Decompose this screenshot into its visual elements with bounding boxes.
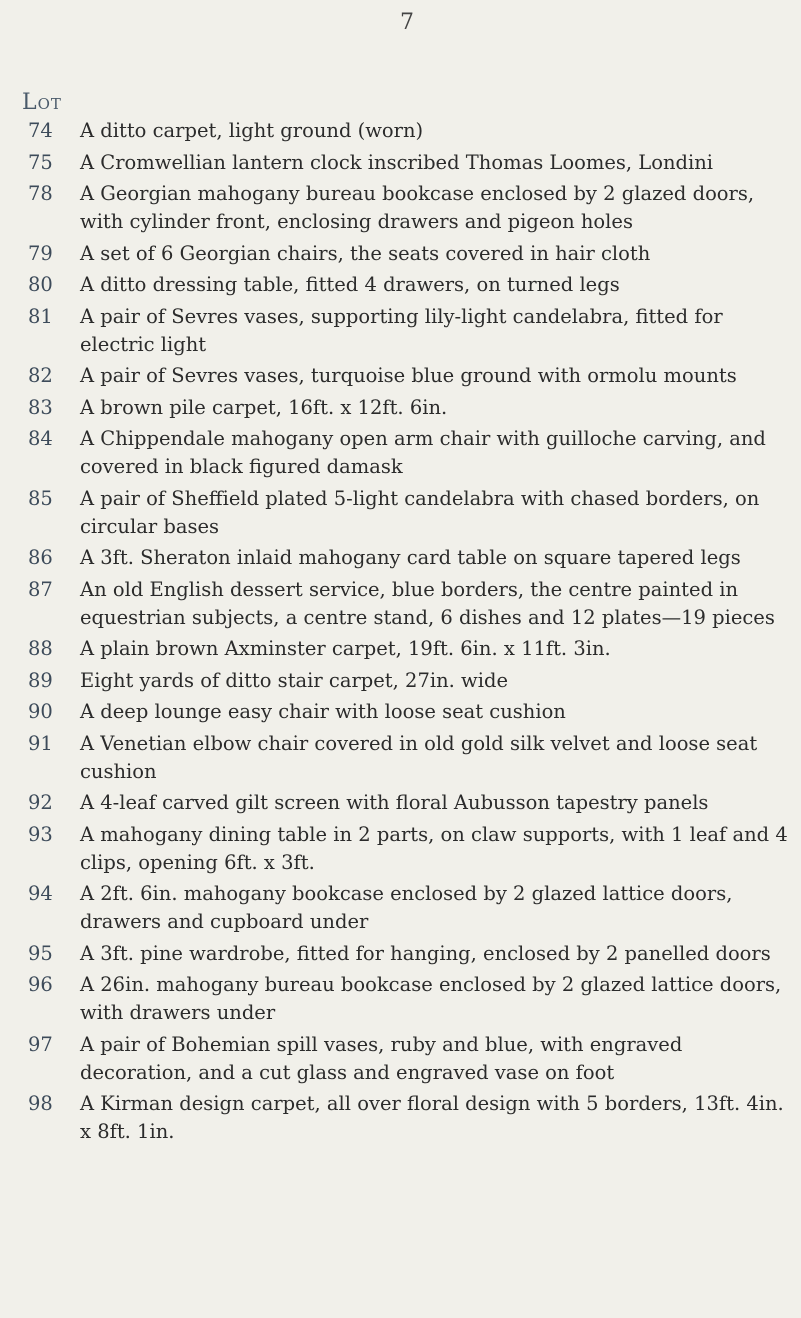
lot-number: 94 — [28, 882, 53, 905]
lot-entry — [28, 1090, 788, 1146]
lot-description: A 26in. mahogany bureau bookcase enclosed by 2 glazed lattice doors, with drawers under — [80, 973, 782, 1024]
lot-entry — [28, 117, 788, 145]
lot-entry — [28, 362, 788, 390]
lot-number: 79 — [28, 241, 53, 265]
lot-description: A 3ft. Sheraton inlaid mahogany card table on square tapered legs — [80, 546, 741, 569]
lot-entry — [28, 485, 788, 541]
lot-description: Eight yards of ditto stair carpet, 27in. wide — [80, 668, 508, 692]
lot-number: 74 — [28, 119, 53, 142]
lot-list — [28, 117, 788, 1150]
lot-description: A pair of Sheffield plated 5-light candelabra with chased borders, on circular bases — [80, 486, 760, 538]
lot-description: A mahogany dining table in 2 parts, on claw supports, with 1 leaf and 4 clips, opening 6ft. x 3ft. — [80, 822, 788, 874]
lot-description: A brown pile carpet, 16ft. x 12ft. 6in. — [80, 395, 448, 419]
lot-entry — [28, 180, 788, 236]
lot-number: 95 — [28, 941, 53, 965]
lot-description: A 4-leaf carved gilt screen with floral Aubusson tapestry panels — [80, 791, 709, 814]
lot-entry — [28, 303, 788, 359]
lot-number: 83 — [28, 395, 53, 419]
lot-description: A pair of Sevres vases, supporting lily-light candelabra, fitted for electric light — [80, 304, 723, 356]
lot-entry — [28, 240, 788, 268]
lot-entry — [28, 789, 788, 817]
lot-number: 85 — [28, 486, 53, 510]
lot-number: 89 — [28, 668, 53, 692]
lot-description: A ditto carpet, light ground (worn) — [80, 119, 424, 142]
lot-entry — [28, 730, 788, 786]
lot-column-header: Lot — [22, 90, 62, 115]
lot-entry — [28, 1031, 788, 1087]
lot-entry — [28, 971, 788, 1027]
lot-number: 90 — [28, 700, 53, 723]
lot-number: 82 — [28, 364, 53, 387]
lot-entry — [28, 940, 788, 968]
lot-entry — [28, 667, 788, 695]
lot-number: 80 — [28, 273, 53, 296]
lot-number: 78 — [28, 182, 53, 205]
lot-number: 84 — [28, 427, 53, 450]
lot-description: A plain brown Axminster carpet, 19ft. 6in. x 11ft. 3in. — [80, 637, 611, 660]
lot-number: 98 — [28, 1092, 53, 1115]
lot-number: 91 — [28, 731, 53, 755]
lot-number: 96 — [28, 973, 53, 996]
lot-entry — [28, 425, 788, 481]
lot-description: A Kirman design carpet, all over floral design with 5 borders, 13ft. 4in. x 8ft. 1in. — [80, 1092, 784, 1143]
lot-number: 92 — [28, 791, 53, 814]
lot-number: 97 — [28, 1032, 53, 1056]
lot-description: A ditto dressing table, fitted 4 drawers, on turned legs — [80, 273, 620, 296]
lot-description: A deep lounge easy chair with loose seat cushion — [80, 700, 566, 723]
lot-number: 81 — [28, 304, 53, 328]
lot-entry — [28, 544, 788, 572]
lot-number: 86 — [28, 546, 53, 569]
page-number: 7 — [400, 10, 414, 35]
lot-description: A set of 6 Georgian chairs, the seats covered in hair cloth — [80, 241, 651, 265]
lot-entry — [28, 821, 788, 877]
lot-description: A Georgian mahogany bureau bookcase enclosed by 2 glazed doors, with cylinder front, enclosing drawers and pigeon holes — [80, 182, 755, 233]
lot-description: A Chippendale mahogany open arm chair with guilloche carving, and covered in black figured damask — [80, 427, 766, 478]
lot-entry — [28, 635, 788, 663]
lot-number: 88 — [28, 637, 53, 660]
lot-number: 93 — [28, 822, 53, 846]
lot-description: A pair of Bohemian spill vases, ruby and blue, with engraved decoration, and a cut glass and engraved vase on foot — [80, 1032, 683, 1084]
lot-entry — [28, 149, 788, 177]
lot-number: 75 — [28, 150, 53, 174]
lot-description: An old English dessert service, blue borders, the centre painted in equestrian subjects, a centre stand, 6 dishes and 12 plates—19 pieces — [80, 577, 775, 629]
lot-entry — [28, 394, 788, 422]
lot-entry — [28, 271, 788, 299]
lot-description: A Cromwellian lantern clock inscribed Thomas Loomes, Londini — [80, 150, 714, 174]
lot-entry — [28, 576, 788, 632]
lot-description: A 3ft. pine wardrobe, fitted for hanging, enclosed by 2 panelled doors — [80, 941, 771, 965]
lot-entry — [28, 698, 788, 726]
lot-number: 87 — [28, 577, 53, 601]
lot-entry — [28, 880, 788, 936]
lot-description: A pair of Sevres vases, turquoise blue ground with ormolu mounts — [80, 364, 737, 387]
lot-description: A 2ft. 6in. mahogany bookcase enclosed by 2 glazed lattice doors, drawers and cupboard under — [80, 882, 733, 933]
lot-description: A Venetian elbow chair covered in old gold silk velvet and loose seat cushion — [80, 731, 758, 783]
